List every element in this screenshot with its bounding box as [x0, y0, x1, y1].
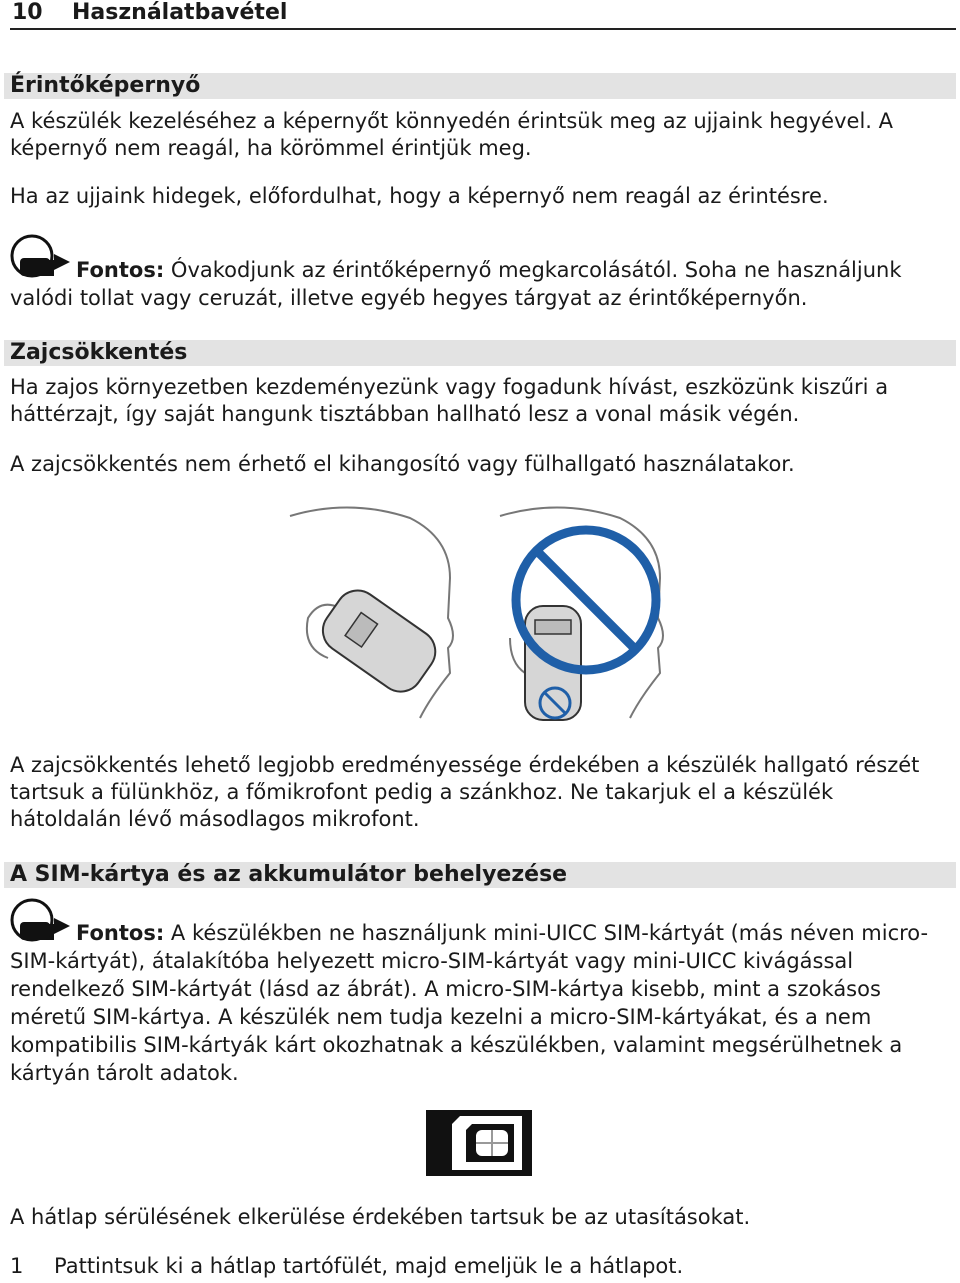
sim-important-note	[10, 919, 950, 1087]
noise-paragraph-3: A zajcsökkentés lehető legjobb eredményessége érdekében a készülék hallgató részét tartsuk a fülünkhöz, a főmikrofont pedig a szánkhoz. Ne takarjuk el a készülék hátoldalán lévő másodlagos mikrofont.	[10, 753, 920, 831]
page-number: 10	[12, 0, 43, 25]
step-1	[10, 1253, 950, 1280]
page-header	[10, 0, 956, 30]
phone-position-illustration	[280, 498, 670, 728]
step-number: 1	[10, 1254, 24, 1278]
important-text: A készülékben ne használjunk mini-UICC SIM-kártyát (más néven micro-SIM-kártyát), átalakítóba helyezett micro-SIM-kártyát vagy mini-UICC kivágással rendelkező SIM-kártyát (lásd az ábrát). A micro-SIM-kártya kisebb, mint a szokásos méretű SIM-kártya. A készülék nem tudja kezelni a micro-SIM-kártyákat, és a nem kompatibilis SIM-kártyák kárt okozhatnak a készülékben, valamint megsérülhetnek a kártyán tárolt adatok.	[10, 921, 929, 1085]
important-label: Fontos:	[76, 258, 165, 282]
touch-important-note	[10, 256, 950, 312]
important-label: Fontos:	[76, 921, 165, 945]
sim-card-image	[426, 1110, 532, 1176]
important-text: Óvakodjunk az érintőképernyő megkarcolásától. Soha ne használjunk valódi tollat vagy ceruzát, illetve egyéb hegyes tárgyat az érintőképernyőn.	[10, 258, 902, 310]
prohibition-icon	[516, 530, 656, 670]
touch-paragraph-2: Ha az ujjaink hidegek, előfordulhat, hogy a képernyő nem reagál az érintésre.	[10, 184, 829, 208]
chapter-title: Használatbavétel	[72, 0, 288, 25]
noise-paragraph-1: Ha zajos környezetben kezdeményezünk vagy fogadunk hívást, eszközünk kiszűri a háttérzajt, így saját hangunk tisztábban hallható lesz a vonal másik végén.	[10, 375, 889, 426]
section-heading-sim: A SIM-kártya és az akkumulátor behelyezése	[4, 862, 956, 888]
back-cover-intro: A hátlap sérülésének elkerülése érdekében tartsuk be az utasításokat.	[10, 1205, 751, 1229]
section-heading-touchscreen: Érintőképernyő	[4, 73, 956, 99]
noise-paragraph-2: A zajcsökkentés nem érhető el kihangosító vagy fülhallgató használatakor.	[10, 452, 795, 476]
section-heading-noise: Zajcsökkentés	[4, 340, 956, 366]
step-text: Pattintsuk ki a hátlap tartófülét, majd emeljük le a hátlapot.	[54, 1254, 684, 1278]
touch-paragraph-1: A készülék kezeléséhez a képernyőt könnyedén érintsük meg az ujjaink hegyével. A képernyő nem reagál, ha körömmel érintjük meg.	[10, 109, 894, 160]
